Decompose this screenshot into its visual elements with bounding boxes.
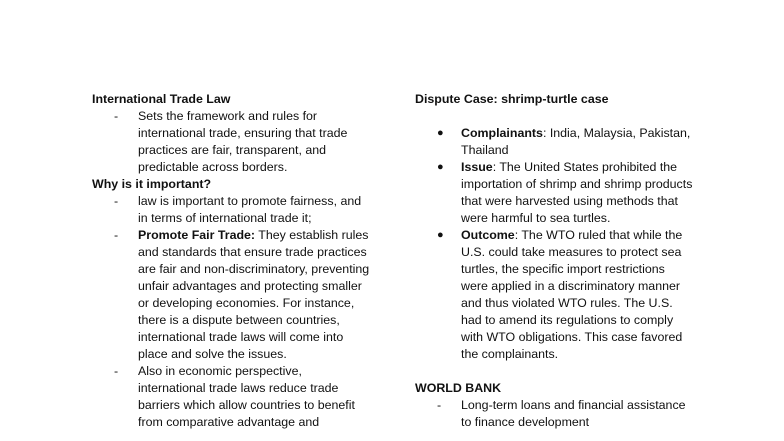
list-item-bold-label: Complainants <box>461 126 543 140</box>
dash-marker: - <box>114 228 119 242</box>
list-item-text: : The WTO ruled that while the U.S. could take measures to protect sea turtles, the specific import restrictions were applied in a discriminatory manner and thus violated WTO rules. The U.S. had to amend its regulations to comply with WTO obligations. This case favored the complainants. <box>461 228 683 361</box>
spacer <box>415 108 715 125</box>
list-item <box>92 363 372 431</box>
dash-marker: - <box>437 398 442 412</box>
world-bank-list <box>415 397 715 431</box>
bullet-marker: ● <box>437 127 444 139</box>
world-bank-heading: WORLD BANK <box>415 381 502 395</box>
importance-list <box>92 193 392 431</box>
list-item <box>92 108 372 176</box>
dash-marker: - <box>114 109 119 123</box>
bullet-marker: ● <box>437 229 444 241</box>
list-item <box>415 125 695 159</box>
list-item <box>92 227 372 363</box>
list-item-bold-label: Outcome <box>461 228 515 242</box>
list-item <box>92 193 372 227</box>
list-item-bold-label: Issue <box>461 160 493 174</box>
list-item-text: : India, Malaysia, Pakistan, Thailand <box>461 126 691 157</box>
list-item-text: Also in economic perspective, international trade laws reduce trade barriers which allow countries to benefit from comparative advantage and <box>138 364 355 429</box>
list-item-text: They establish rules and standards that ensure trade practices are fair and non-discriminatory, preventing unfair advantages and protecting smaller or developing economies. For instance, there is a dispute between countries, international trade laws will come into place and solve the issues. <box>138 228 370 361</box>
list-item <box>415 397 695 431</box>
dispute-details-list <box>415 125 715 363</box>
dispute-case-heading: Dispute Case: shrimp-turtle case <box>415 92 609 106</box>
list-item-text: Sets the framework and rules for international trade, ensuring that trade practices are fair, transparent, and predictable across borders. <box>138 109 348 174</box>
list-item <box>415 227 695 363</box>
list-item-text: Long-term loans and financial assistance to finance development <box>461 398 686 429</box>
trade-law-definition-list <box>92 108 392 176</box>
list-item-text: : The United States prohibited the importation of shrimp and shrimp products that were harvested using methods that were harmful to sea turtles. <box>461 160 693 225</box>
spacer <box>415 363 715 380</box>
list-item-text: law is important to promote fairness, and in terms of international trade it; <box>138 194 362 225</box>
left-column <box>92 91 392 431</box>
list-item-bold-label: Promote Fair Trade: <box>138 228 256 242</box>
international-trade-law-heading: International Trade Law <box>92 92 231 106</box>
list-item <box>415 159 695 227</box>
dash-marker: - <box>114 364 119 378</box>
right-column <box>415 91 715 431</box>
dash-marker: - <box>114 194 119 208</box>
why-important-heading: Why is it important? <box>92 177 212 191</box>
bullet-marker: ● <box>437 161 444 173</box>
